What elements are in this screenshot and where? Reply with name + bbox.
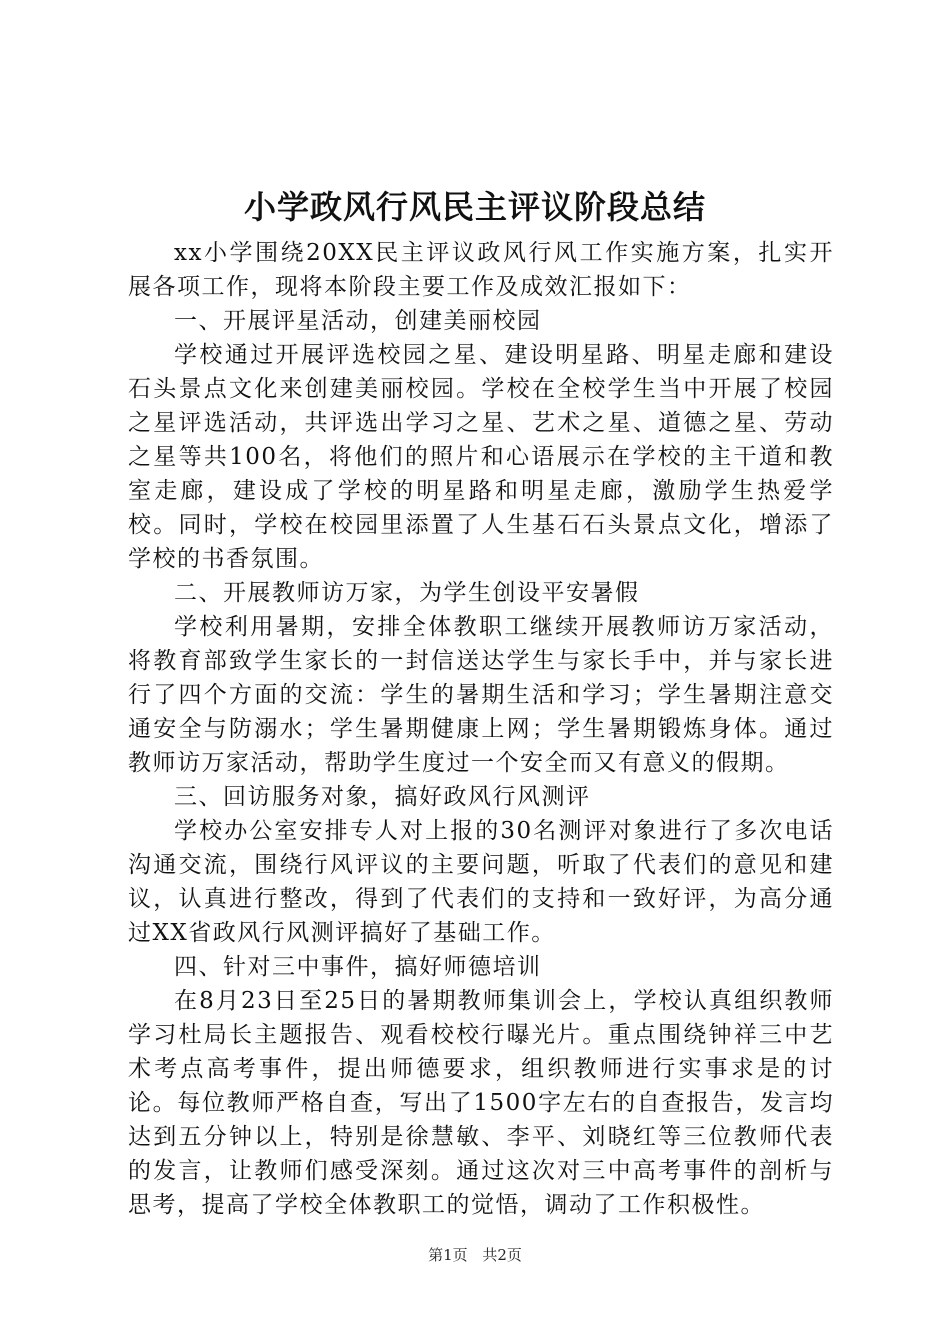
section-heading-3: 三、回访服务对象，搞好政风行风测评 xyxy=(174,784,591,810)
page-footer xyxy=(0,1244,950,1266)
section-heading-2: 二、开展教师访万家，为学生创设平安暑假 xyxy=(174,580,640,606)
section-heading-4: 四、针对三中事件，搞好师德培训 xyxy=(174,954,542,980)
section-paragraph-2: 学校利用暑期，安排全体教职工继续开展教师访万家活动，将教育部致学生家长的一封信送达学生与家长手中，并与家长进行了四个方面的交流：学生的暑期生活和学习；学生暑期注意交通安全与防溺水；学生暑期健康上网；学生暑期锻炼身体。通过教师访万家活动，帮助学生度过一个安全而又有意义的假期。 xyxy=(128,614,834,776)
section-paragraph-1: 学校通过开展评选校园之星、建设明星路、明星走廊和建设石头景点文化来创建美丽校园。学校在全校学生当中开展了校园之星评选活动，共评选出学习之星、艺术之星、道德之星、劳动之星等共100名，将他们的照片和心语展示在学校的主干道和教室走廊，建设成了学校的明星路和明星走廊，激励学生热爱学校。同时，学校在校园里添置了人生基石石头景点文化，增添了学校的书香氛围。 xyxy=(128,342,834,572)
document-title: 小学政风行风民主评议阶段总结 xyxy=(243,188,706,226)
document-body xyxy=(128,236,834,1222)
section-paragraph-4: 在8月23日至25日的暑期教师集训会上，学校认真组织教师学习杜局长主题报告、观看校校行曝光片。重点围绕钟祥三中艺术考点高考事件，提出师德要求，组织教师进行实事求是的讨论。每位教师严格自查，写出了1500字左右的自查报告，发言均达到五分钟以上，特别是徐慧敏、李平、刘晓红等三位教师代表的发言，让教师们感受深刻。通过这次对三中高考事件的剖析与思考，提高了学校全体教职工的觉悟，调动了工作积极性。 xyxy=(128,988,834,1218)
section-heading-1: 一、开展评星活动，创建美丽校园 xyxy=(174,308,542,334)
page-total: 共2页 xyxy=(482,1246,522,1264)
section-paragraph-3: 学校办公室安排专人对上报的30名测评对象进行了多次电话沟通交流，围绕行风评议的主要问题，听取了代表们的意见和建议，认真进行整改，得到了代表们的支持和一致好评，为高分通过XX省政风行风测评搞好了基础工作。 xyxy=(128,818,834,946)
page-number: 第1页 xyxy=(428,1246,468,1264)
intro-paragraph: xx小学围绕20XX民主评议政风行风工作实施方案，扎实开展各项工作，现将本阶段主要工作及成效汇报如下： xyxy=(128,240,834,300)
